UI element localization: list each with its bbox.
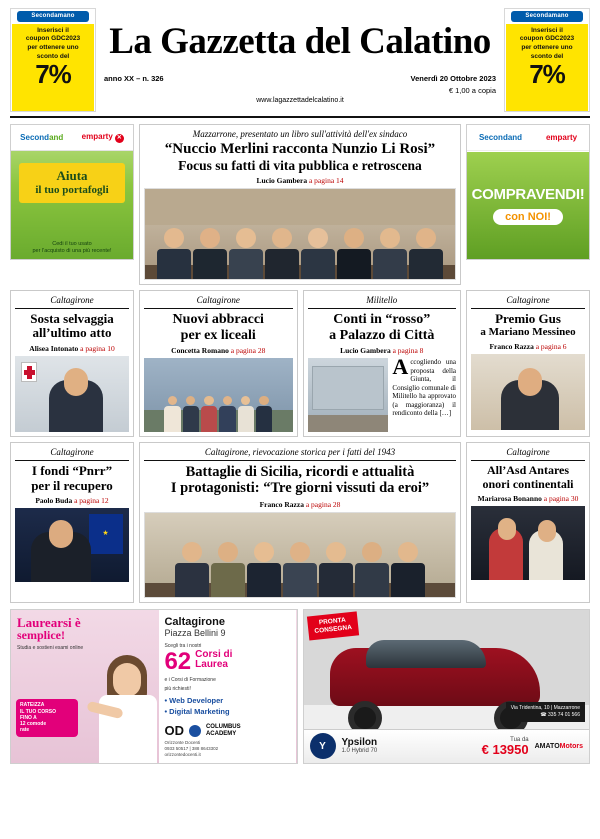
person bbox=[164, 396, 180, 432]
ad-green-line2: il tuo portafogli bbox=[35, 183, 109, 196]
ad-columbus-bullets bbox=[164, 696, 291, 718]
rate-line1: RATEIZZA bbox=[20, 702, 45, 709]
person bbox=[229, 228, 263, 279]
article-fondi-pnrr[interactable] bbox=[10, 442, 134, 602]
coupon-line3-r: per ottenere uno bbox=[521, 44, 573, 52]
person bbox=[211, 542, 245, 597]
article-author: Alisea Intonato bbox=[29, 344, 79, 353]
ad-columbus-headline bbox=[17, 616, 153, 642]
article-kicker: Caltagirone bbox=[50, 447, 94, 458]
photo-people bbox=[145, 535, 455, 597]
lead-page-ref[interactable]: a pagina 14 bbox=[308, 175, 344, 185]
academy-line2: ACADEMY bbox=[205, 730, 237, 737]
article-headline-2: all’ultimo atto bbox=[32, 325, 112, 341]
coupon-ad-left[interactable] bbox=[10, 8, 96, 112]
person bbox=[247, 542, 281, 597]
secondand-logo bbox=[20, 133, 63, 142]
article-headline-1: Sosta selvaggia bbox=[30, 310, 114, 326]
ad-green-message bbox=[19, 163, 125, 203]
coupon-brand-right: Secondamano bbox=[525, 13, 569, 19]
ad-cv-title: COMPRAVENDI! bbox=[471, 186, 585, 203]
article-page-ref[interactable]: a pagina 12 bbox=[74, 496, 109, 506]
divider bbox=[144, 308, 293, 309]
coupon-ad-right[interactable] bbox=[504, 8, 590, 112]
badge-line2: CONSEGNA bbox=[313, 623, 352, 635]
emparty-logo-text: emparty bbox=[81, 132, 113, 141]
person bbox=[256, 396, 272, 432]
dealer-address bbox=[506, 702, 585, 722]
article-kicker: Caltagirone bbox=[50, 294, 94, 305]
article-headline-1: Premio Gus bbox=[495, 310, 561, 326]
coupon-body-right bbox=[506, 24, 588, 111]
ad-columbus-course-count: 62 bbox=[164, 647, 192, 675]
article-kicker: Caltagirone, rievocazione storica per i fatti del 1943 bbox=[204, 447, 396, 458]
article-photo bbox=[15, 508, 129, 582]
article-photo bbox=[308, 358, 389, 432]
article-page-ref[interactable]: a pagina 8 bbox=[392, 346, 424, 356]
coupon-line4: sconto del bbox=[36, 52, 70, 60]
ad-cv-pill: con NOI! bbox=[493, 209, 563, 225]
coupon-line4-r: sconto del bbox=[530, 52, 564, 60]
article-nuovi-abbracci[interactable] bbox=[139, 290, 298, 437]
building-facade bbox=[312, 366, 385, 410]
price-strip bbox=[304, 729, 590, 763]
person bbox=[219, 396, 235, 432]
content-row-1 bbox=[10, 124, 590, 285]
divider bbox=[471, 460, 585, 461]
person bbox=[391, 542, 425, 597]
ad-columbus-right bbox=[159, 610, 296, 763]
secondand-logo-text: Second bbox=[20, 133, 50, 142]
divider bbox=[15, 460, 129, 461]
lead-overline: Mazzarrone, presentato un libro sull'attività dell'ex sindaco bbox=[192, 129, 408, 139]
person bbox=[337, 228, 371, 279]
bullet-digital-marketing: • Digital Marketing bbox=[164, 706, 230, 716]
ad-secondamano-green[interactable] bbox=[10, 124, 134, 260]
article-page-ref[interactable]: a pagina 6 bbox=[535, 341, 567, 351]
columbus-academy-name bbox=[206, 724, 241, 738]
student-photo bbox=[93, 643, 163, 763]
academy-line1: COLUMBUS bbox=[205, 723, 241, 730]
corsi-line2: Laurea bbox=[195, 659, 228, 671]
lead-author: Lucio Gambera bbox=[256, 175, 308, 185]
article-author: Franco Razza bbox=[489, 341, 534, 351]
article-headline-2: per il recupero bbox=[31, 477, 113, 493]
date-info bbox=[411, 74, 496, 95]
person-head bbox=[518, 368, 542, 396]
photo-ground bbox=[308, 415, 389, 433]
divider bbox=[308, 308, 457, 309]
secondand-logo-cv: Secondand bbox=[478, 133, 523, 142]
ad-green-foot1: Cedi il tuo usato bbox=[52, 240, 92, 247]
article-author: Paolo Buda bbox=[35, 496, 73, 506]
badge-line1: PRONTA bbox=[318, 616, 346, 627]
page-title: La Gazzetta del Calatino bbox=[109, 20, 491, 62]
ad-columbus-footer bbox=[164, 740, 291, 758]
article-author: Franco Razza bbox=[259, 499, 304, 509]
article-kicker: Caltagirone bbox=[506, 294, 550, 305]
article-byline bbox=[471, 342, 585, 351]
ad-green-logos bbox=[11, 125, 133, 151]
coupon-line3: per ottenere uno bbox=[27, 44, 79, 52]
article-byline bbox=[144, 346, 293, 355]
article-kicker: Caltagirone bbox=[196, 294, 240, 305]
article-conti-in-rosso[interactable] bbox=[303, 290, 462, 437]
car-windows bbox=[366, 640, 486, 668]
article-headline-1: All’Asd Antares bbox=[486, 463, 570, 478]
person bbox=[238, 396, 254, 432]
coupon-percent: 7% bbox=[35, 58, 71, 89]
ad-cv-panel bbox=[467, 152, 589, 259]
lead-photo-people bbox=[145, 212, 455, 279]
issue-price: € 1,00 a copia bbox=[448, 85, 496, 95]
coupon-line1-r: Inserisci il bbox=[531, 26, 563, 34]
issue-info bbox=[104, 74, 164, 95]
divider bbox=[471, 308, 585, 309]
person bbox=[201, 396, 217, 432]
amato-motors-logo bbox=[535, 743, 583, 750]
emparty-logo bbox=[82, 132, 124, 143]
article-headline-1: I fondi “Pnrr” bbox=[31, 463, 113, 479]
coupon-line2: coupon GDC2023 bbox=[25, 35, 81, 43]
article-byline bbox=[144, 500, 456, 509]
article-headline-1: Battaglie di Sicilia, ricordi e attualità bbox=[185, 464, 415, 481]
address-phone[interactable]: ☎ 335 74 01 566 bbox=[540, 711, 580, 718]
ad-columbus-headline-1: Laurearsi è bbox=[17, 614, 81, 630]
issue-date: Venerdì 20 Ottobre 2023 bbox=[410, 73, 496, 83]
subline-spacer bbox=[164, 74, 411, 95]
masthead bbox=[10, 8, 590, 118]
article-photo bbox=[144, 512, 456, 598]
masthead-subline bbox=[102, 74, 498, 95]
article-headline-2: a Mariano Messineo bbox=[480, 326, 576, 339]
person bbox=[319, 542, 353, 597]
footer-line3[interactable]: orizzontedocenti.it bbox=[164, 752, 201, 758]
eu-flag-icon: ★ bbox=[89, 514, 123, 554]
flag-icon bbox=[21, 362, 37, 382]
article-byline bbox=[308, 346, 457, 355]
article-page-ref[interactable]: a pagina 10 bbox=[80, 344, 115, 353]
person bbox=[193, 228, 227, 279]
coupon-body-left bbox=[12, 24, 94, 111]
lead-photo bbox=[144, 188, 456, 280]
person bbox=[157, 228, 191, 279]
article-author: Mariarosa Bonanno bbox=[477, 494, 542, 504]
photo-people bbox=[144, 378, 293, 433]
ad-columbus-city: Caltagirone bbox=[164, 615, 225, 628]
content-row-3 bbox=[10, 442, 590, 602]
car-price-label: Tua da bbox=[510, 736, 529, 743]
person bbox=[175, 542, 209, 597]
article-asd-antares[interactable] bbox=[466, 442, 590, 602]
article-byline bbox=[471, 494, 585, 503]
article-body-text bbox=[392, 354, 456, 432]
ad-green-footer bbox=[11, 241, 133, 255]
article-sosta-selvaggia[interactable] bbox=[10, 290, 134, 437]
rate-line2: IL TUO CORSO bbox=[20, 708, 57, 715]
article-photo bbox=[471, 506, 585, 580]
lead-article[interactable] bbox=[139, 124, 461, 285]
secondand-logo-suffix: and bbox=[49, 133, 64, 142]
corsi-line1: Corsi di bbox=[195, 648, 233, 660]
footer-line2[interactable]: 0933 50517 | 388 8643302 bbox=[164, 746, 219, 752]
car-variant: 1.0 Hybrid 70 bbox=[341, 748, 378, 755]
ad-columbus-logos bbox=[164, 723, 291, 738]
lead-headline-2: Focus su fatti di vita pubblica e retroscena bbox=[178, 157, 422, 173]
ad-amato-motors[interactable] bbox=[303, 609, 591, 764]
ad-columbus-academy[interactable] bbox=[10, 609, 298, 764]
article-headline-2: I protagonisti: “Tre giorni vissuti da eroi” bbox=[170, 480, 430, 497]
car-price-block bbox=[482, 737, 529, 756]
ad-compravendi[interactable] bbox=[466, 124, 590, 260]
article-headline-2: a Palazzo di Città bbox=[329, 327, 435, 343]
lancia-logo-icon: Y bbox=[310, 733, 336, 759]
pronta-consegna-badge bbox=[306, 611, 358, 640]
person bbox=[183, 396, 199, 432]
ad-green-line1: Aiuta bbox=[56, 168, 88, 183]
article-author: Lucio Gambera bbox=[340, 346, 391, 356]
article-headline-2: per ex liceali bbox=[180, 327, 256, 343]
article-body: ccogliendo una proposta della Giunta, il Consiglio comunale di Militello ha approvato (a maggioranza) il rendiconto della […] bbox=[392, 358, 456, 418]
person-head bbox=[498, 518, 516, 540]
ad-columbus-left bbox=[11, 610, 159, 763]
lead-headline-1: “Nuccio Merlini racconta Nunzio Li Rosi” bbox=[164, 141, 436, 157]
ad-columbus-courses bbox=[164, 647, 291, 675]
od-logo: OD bbox=[164, 723, 184, 739]
content-row-2 bbox=[10, 290, 590, 437]
divider bbox=[144, 460, 456, 461]
ad-cv-logos bbox=[467, 125, 589, 151]
bottom-ads bbox=[10, 609, 590, 764]
article-byline bbox=[15, 496, 129, 505]
secondamano-logo-left bbox=[17, 11, 89, 22]
article-kicker: Caltagirone bbox=[506, 447, 550, 458]
lead-byline bbox=[144, 176, 456, 185]
emparty-dot-icon: ✕ bbox=[116, 135, 122, 141]
ad-green-foot2: per l'acquisto di una più recente! bbox=[32, 247, 112, 254]
car-model-block bbox=[342, 738, 378, 754]
ad-columbus-headline-2: semplice! bbox=[17, 628, 65, 643]
article-kicker: Militello bbox=[366, 294, 398, 305]
secondamano-logo-right bbox=[511, 11, 583, 22]
article-page-ref[interactable]: a pagina 28 bbox=[230, 346, 266, 356]
rate-line5: rate bbox=[20, 727, 30, 734]
person bbox=[265, 228, 299, 279]
website-url[interactable]: www.lagazzettadelcalatino.it bbox=[256, 96, 344, 104]
person bbox=[301, 228, 335, 279]
emparty-logo-cv: emparty bbox=[545, 133, 578, 142]
article-photo bbox=[144, 358, 293, 432]
issue-number: anno XX – n. 326 bbox=[104, 73, 164, 83]
article-author: Concetta Romano bbox=[171, 346, 229, 356]
drop-cap: A bbox=[392, 354, 409, 380]
coupon-percent-r: 7% bbox=[529, 58, 565, 89]
ad-columbus-sub: Studia e sostieni esami online bbox=[17, 644, 84, 651]
article-page-ref[interactable]: a pagina 28 bbox=[305, 499, 341, 509]
ad-columbus-address: Piazza Bellini 9 bbox=[164, 627, 226, 638]
coupon-line1: Inserisci il bbox=[37, 26, 69, 34]
car-model: Ypsilon bbox=[341, 737, 378, 749]
rate-line4: 12 comode bbox=[20, 721, 47, 728]
article-headline-2: onori continentali bbox=[482, 476, 574, 491]
article-page-ref[interactable]: a pagina 30 bbox=[543, 494, 579, 504]
person-head bbox=[64, 368, 88, 396]
coupon-line2-r: coupon GDC2023 bbox=[519, 35, 575, 43]
coupon-brand-left: Secondamano bbox=[31, 13, 75, 19]
person bbox=[409, 228, 443, 279]
dealer-name: AMATO bbox=[534, 742, 560, 750]
rate-line3: FINO A bbox=[20, 714, 37, 721]
title-block bbox=[96, 8, 504, 112]
person bbox=[355, 542, 389, 597]
car-price-value: € 13950 bbox=[481, 741, 529, 757]
dealer-suffix: Motors bbox=[559, 742, 583, 750]
ad-columbus-scegli: Scegli tra i nostri bbox=[164, 642, 202, 649]
address-line1: Via Tridentina, 10 | Mazzarrone bbox=[510, 704, 580, 711]
divider bbox=[15, 308, 129, 309]
article-headline-1: Conti in “rosso” bbox=[333, 311, 431, 327]
article-battaglie-di-sicilia[interactable] bbox=[139, 442, 461, 602]
person-head bbox=[49, 520, 73, 548]
columbus-mark-icon bbox=[189, 725, 201, 737]
footer-line1: Orizzonte Docenti bbox=[164, 740, 201, 746]
person bbox=[283, 542, 317, 597]
person-head-2 bbox=[538, 520, 556, 542]
article-byline bbox=[15, 344, 129, 353]
corsi-line4: più richiesti! bbox=[164, 685, 191, 692]
ad-columbus-rate-badge bbox=[16, 699, 78, 736]
corsi-line3: e i Corsi di Formazione bbox=[164, 676, 216, 683]
article-photo bbox=[471, 354, 585, 430]
article-headline-1: Nuovi abbracci bbox=[172, 311, 264, 327]
article-body-row bbox=[308, 354, 457, 432]
article-premio-gus[interactable] bbox=[466, 290, 590, 437]
bullet-web-developer: • Web Developer bbox=[164, 695, 224, 705]
person bbox=[373, 228, 407, 279]
article-photo bbox=[15, 356, 129, 432]
ad-columbus-course-label bbox=[195, 650, 232, 671]
